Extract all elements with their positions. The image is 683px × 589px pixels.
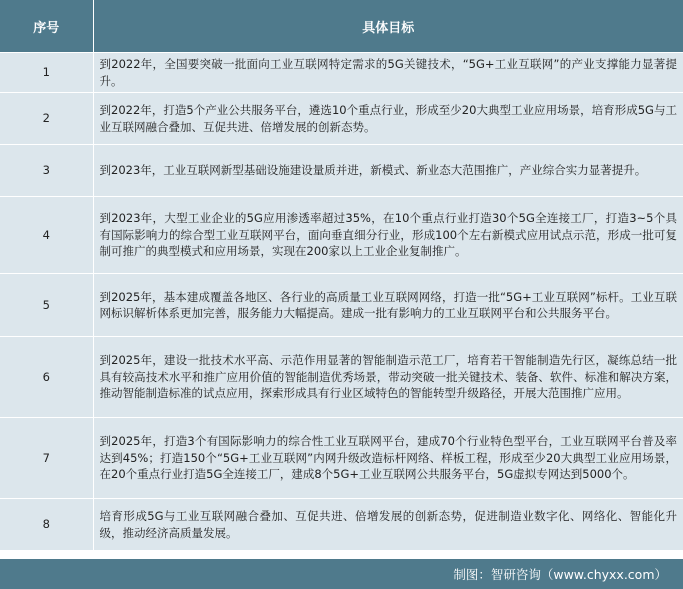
- row-goal-text: 到2022年，打造5个产业公共服务平台，遴选10个重点行业，形成至少20大典型工业应用场景，培育形成5G与工业互联网融合叠加、互促共进、倍增发展的创新态势。: [93, 93, 683, 145]
- table-row: [0, 53, 683, 93]
- row-goal-text: 培育形成5G与工业互联网融合叠加、互促共进、倍增发展的创新态势，促进制造业数字化、网络化、智能化升级，推动经济高质量发展。: [93, 499, 683, 551]
- header-num: 序号: [0, 0, 93, 53]
- row-number: 5: [0, 274, 93, 337]
- row-number: 1: [0, 53, 93, 93]
- table-header-row: [0, 0, 683, 53]
- row-number: 2: [0, 93, 93, 145]
- table-row: [0, 274, 683, 337]
- source-footer: [0, 559, 683, 589]
- table-row: [0, 197, 683, 274]
- row-goal-text: 到2022年，全国要突破一批面向工业互联网特定需求的5G关键技术，“5G+工业互联网”的产业支撑能力显著提升。: [93, 53, 683, 93]
- row-goal-text: 到2025年，打造3个有国际影响力的综合性工业互联网平台，建成70个行业特色型平台，工业互联网平台普及率达到45%；打造150个“5G+工业互联网”内网升级改造标杆网络、样板工程，形成至少20大典型工业应用场景，在20个重点行业打造5G全连接工厂，建成8个5G+工业互联网公共服务平台，5G虚拟专网达到5000个。: [93, 418, 683, 499]
- table-row: [0, 145, 683, 197]
- row-goal-text: 到2025年，基本建成覆盖各地区、各行业的高质量工业互联网网络，打造一批“5G+工业互联网”标杆。工业互联网标识解析体系更加完善，服务能力大幅提高。建成一批有影响力的工业互联网平台和公共服务平台。: [93, 274, 683, 337]
- row-number: 8: [0, 499, 93, 551]
- row-number: 7: [0, 418, 93, 499]
- table-row: [0, 93, 683, 145]
- row-goal-text: 到2025年，建设一批技术水平高、示范作用显著的智能制造示范工厂，培育若干智能制造先行区，凝练总结一批具有较高技术水平和推广应用价值的智能制造优秀场景，带动突破一批关键技术、装备、软件、标准和解决方案，推动智能制造标准的试点应用，探索形成具有行业区域特色的智能转型升级路径，开展大范围推广应用。: [93, 337, 683, 418]
- header-goal: 具体目标: [93, 0, 683, 53]
- row-goal-text: 到2023年，大型工业企业的5G应用渗透率超过35%，在10个重点行业打造30个5G全连接工厂，打造3~5个具有国际影响力的综合型工业互联网平台，面向垂直细分行业，形成100个左右新模式应用试点示范，形成一批可复制可推广的典型模式和应用场景，实现在200家以上工业企业复制推广。: [93, 197, 683, 274]
- table-row: [0, 499, 683, 551]
- row-number: 3: [0, 145, 93, 197]
- row-number: 4: [0, 197, 93, 274]
- row-goal-text: 到2023年，工业互联网新型基础设施建设量质并进，新模式、新业态大范围推广，产业综合实力显著提升。: [93, 145, 683, 197]
- source-credit: 制图：智研咨询（www.chyxx.com）: [453, 567, 667, 582]
- table-row: [0, 418, 683, 499]
- row-number: 6: [0, 337, 93, 418]
- table-row: [0, 337, 683, 418]
